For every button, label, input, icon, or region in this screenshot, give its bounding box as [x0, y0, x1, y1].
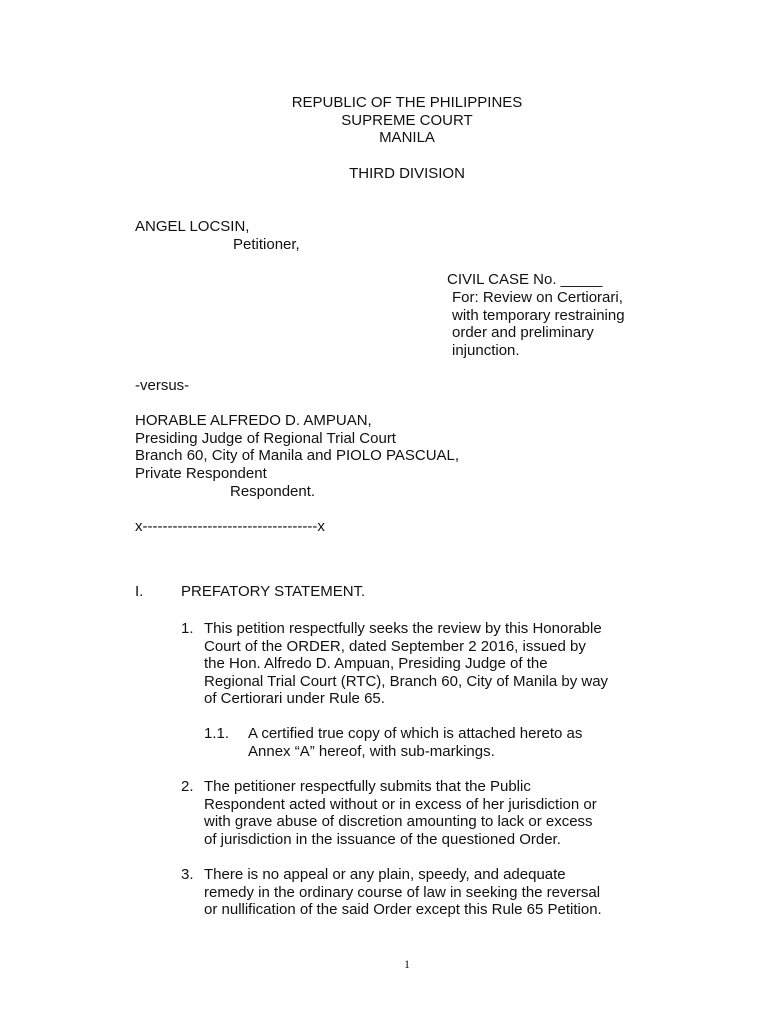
header-court: SUPREME COURT — [341, 112, 473, 129]
paragraph-line: Court of the ORDER, dated September 2 2016, issued by — [204, 638, 586, 655]
paragraph-line: of jurisdiction in the issuance of the questioned Order. — [204, 831, 561, 848]
paragraph-number: 3. — [181, 866, 194, 883]
section-title: PREFATORY STATEMENT. — [181, 583, 366, 600]
paragraph-line: Respondent acted without or in excess of her jurisdiction or — [204, 796, 597, 813]
header-division: THIRD DIVISION — [349, 165, 465, 182]
paragraph-line: with grave abuse of discretion amounting to lack or excess — [204, 813, 593, 830]
paragraph-line: There is no appeal or any plain, speedy, and adequate — [204, 866, 566, 883]
paragraph-line: remedy in the ordinary course of law in seeking the reversal — [204, 884, 601, 901]
paragraph-line: A certified true copy of which is attached hereto as — [248, 725, 583, 742]
paragraph-line: The petitioner respectfully submits that the Public — [204, 778, 531, 795]
subparagraph-number: 1.1. — [204, 725, 230, 742]
versus-label: -versus- — [135, 377, 190, 394]
case-for-line: For: Review on Certiorari, — [452, 289, 623, 306]
civil-case-number: CIVIL CASE No. _____ — [447, 271, 603, 288]
paragraph-line: This petition respectfully seeks the review by this Honorable — [204, 620, 602, 637]
case-for-line: order and preliminary — [452, 324, 594, 341]
paragraph-line: the Hon. Alfredo D. Ampuan, Presiding Judge of the — [204, 655, 548, 672]
paragraph-line: of Certiorari under Rule 65. — [204, 690, 385, 707]
paragraph-line: Annex “A” hereof, with sub-markings. — [248, 743, 495, 760]
case-for-line: with temporary restraining — [452, 307, 625, 324]
respondent-role: Respondent. — [230, 483, 316, 500]
petitioner-name: ANGEL LOCSIN, — [135, 218, 250, 235]
petitioner-role: Petitioner, — [233, 236, 300, 253]
case-for-line: injunction. — [452, 342, 520, 359]
caption-separator: x-----------------------------------x — [135, 518, 325, 535]
respondent-line: Private Respondent — [135, 465, 267, 482]
header-republic: REPUBLIC OF THE PHILIPPINES — [291, 94, 523, 111]
paragraph-number: 2. — [181, 778, 194, 795]
paragraph-number: 1. — [181, 620, 194, 637]
header-city: MANILA — [379, 129, 435, 146]
paragraph-line: Regional Trial Court (RTC), Branch 60, City of Manila by way — [204, 673, 609, 690]
section-number: I. — [135, 583, 144, 600]
page-number: 1 — [404, 957, 410, 971]
respondent-line: Branch 60, City of Manila and PIOLO PASCUAL, — [135, 447, 460, 464]
paragraph-line: or nullification of the said Order except this Rule 65 Petition. — [204, 901, 602, 918]
respondent-line: HORABLE ALFREDO D. AMPUAN, — [135, 412, 372, 429]
respondent-line: Presiding Judge of Regional Trial Court — [135, 430, 396, 447]
